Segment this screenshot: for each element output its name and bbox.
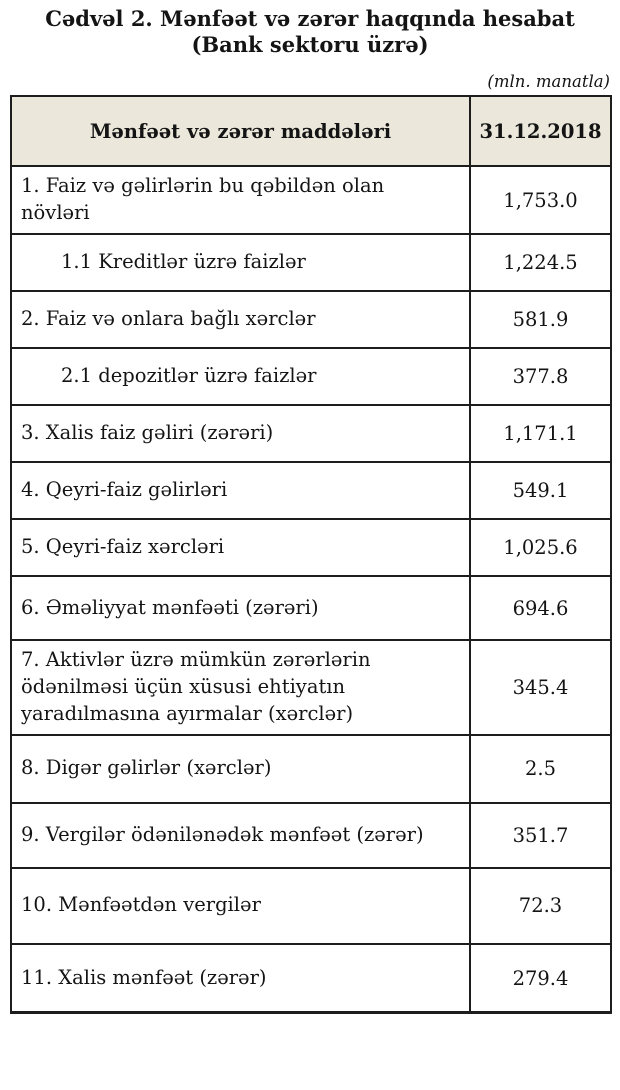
row-label: 6. Əməliyyat mənfəəti (zərəri) — [11, 576, 470, 640]
table-row — [11, 291, 611, 348]
row-label: 11. Xalis mənfəət (zərər) — [11, 944, 470, 1013]
row-value: 549.1 — [470, 462, 611, 519]
table-row — [11, 234, 611, 291]
row-label: 2. Faiz və onlara bağlı xərclər — [11, 291, 470, 348]
table-row — [11, 462, 611, 519]
row-label: 9. Vergilər ödənilənədək mənfəət (zərər) — [11, 803, 470, 868]
row-value: 72.3 — [470, 868, 611, 944]
unit-note: (mln. manatla) — [487, 72, 610, 92]
table-row — [11, 868, 611, 944]
row-value: 1,224.5 — [470, 234, 611, 291]
column-header-date: 31.12.2018 — [470, 96, 611, 166]
row-value: 377.8 — [470, 348, 611, 405]
pnl-table — [10, 95, 612, 1014]
table-row — [11, 405, 611, 462]
row-label: 10. Mənfəətdən vergilər — [11, 868, 470, 944]
row-label: 7. Aktivlər üzrə mümkün zərərlərin ödənilməsi üçün xüsusi ehtiyatın yaradılmasına ayırmalar (xərclər) — [11, 640, 470, 735]
table-row — [11, 944, 611, 1013]
table-row — [11, 803, 611, 868]
row-value: 1,025.6 — [470, 519, 611, 576]
table-row — [11, 348, 611, 405]
row-value: 351.7 — [470, 803, 611, 868]
row-value: 581.9 — [470, 291, 611, 348]
row-label: 1. Faiz və gəlirlərin bu qəbildən olan növləri — [11, 166, 470, 234]
row-label: 4. Qeyri-faiz gəlirləri — [11, 462, 470, 519]
table-row — [11, 640, 611, 735]
table-row — [11, 576, 611, 640]
column-header-items: Mənfəət və zərər maddələri — [11, 96, 470, 166]
page-title-line1: Cədvəl 2. Mənfəət və zərər haqqında hesabat — [45, 6, 575, 31]
table-row — [11, 519, 611, 576]
row-value: 2.5 — [470, 735, 611, 803]
page-title-line2: (Bank sektoru üzrə) — [191, 31, 429, 57]
table-row — [11, 735, 611, 803]
row-label: 2.1 depozitlər üzrə faizlər — [11, 348, 470, 405]
row-label: 8. Digər gəlirlər (xərclər) — [11, 735, 470, 803]
table-header-row — [11, 96, 611, 166]
row-value: 345.4 — [470, 640, 611, 735]
row-value: 1,171.1 — [470, 405, 611, 462]
row-label: 3. Xalis faiz gəliri (zərəri) — [11, 405, 470, 462]
table-row — [11, 166, 611, 234]
row-value: 279.4 — [470, 944, 611, 1013]
page-title — [0, 0, 620, 57]
row-label: 5. Qeyri-faiz xərcləri — [11, 519, 470, 576]
row-label: 1.1 Kreditlər üzrə faizlər — [11, 234, 470, 291]
row-value: 694.6 — [470, 576, 611, 640]
row-value: 1,753.0 — [470, 166, 611, 234]
